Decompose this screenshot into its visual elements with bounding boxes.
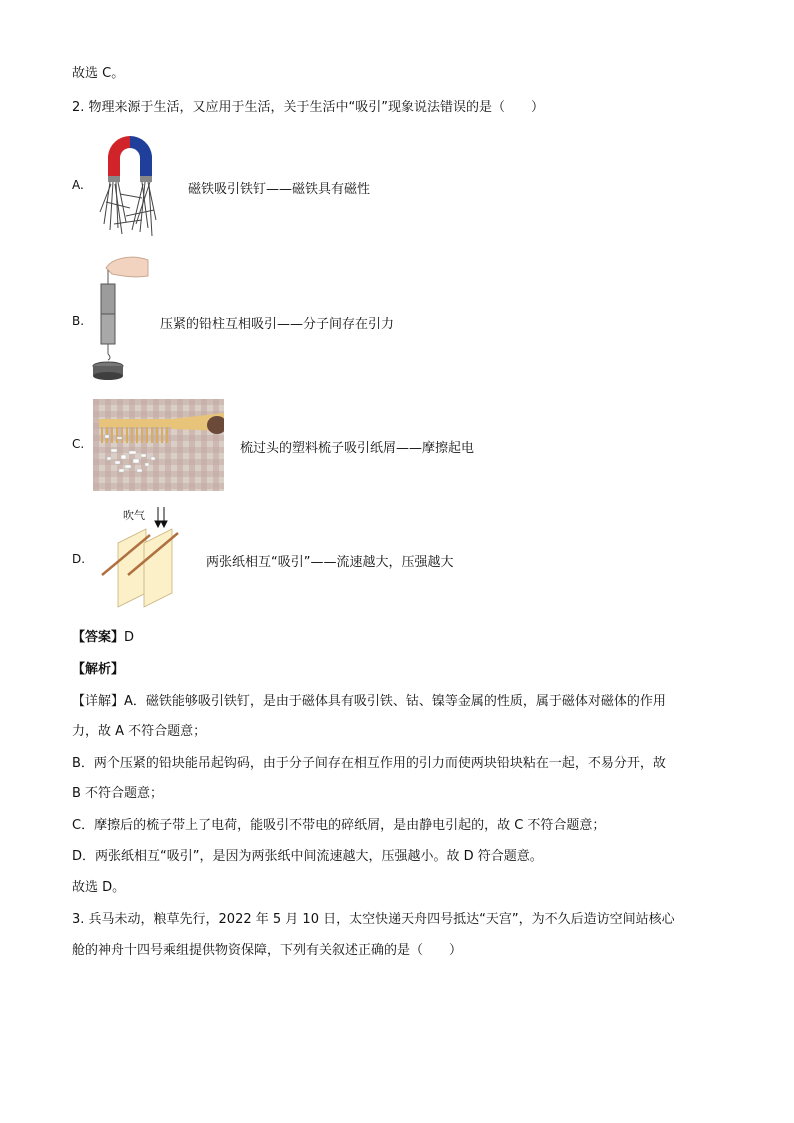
option-b-text: 压紧的铅柱互相吸引——分子间存在引力 [160,317,395,332]
option-c-letter: C. [72,437,85,451]
detail-line: B．两个压紧的铅块能吊起钩码，由于分子间存在相互作用的引力而使两块铅块粘在一起，不易分开，故 [72,756,666,771]
prev-conclusion: 故选 C。 [72,66,125,81]
option-b-letter: B. [72,314,85,328]
blow-air-label: 吹气 [123,509,145,522]
answer-value: D [124,630,135,645]
answer-line [72,628,134,648]
q3-stem-line: 舱的神舟十四号乘组提供物资保障，下列有关叙述正确的是（ ） [72,943,463,958]
option-a-text: 磁铁吸引铁钉——磁铁具有磁性 [188,182,371,197]
detail-line: 力，故 A 不符合题意； [72,724,207,739]
option-d-letter: D. [72,552,86,566]
q3-stem-line: 3. 兵马未动，粮草先行，2022 年 5 月 10 日，太空快递天舟四号抵达“天宫”，为不久后造访空间站核心 [72,912,675,927]
option-a-letter: A. [72,178,84,192]
detail-line: C．摩擦后的梳子带上了电荷，能吸引不带电的碎纸屑，是由静电引起的，故 C 不符合题意； [72,818,606,833]
analysis-label: 【解析】 [72,662,125,677]
magnet-icon [96,132,164,240]
paper-sheets-icon [98,505,190,613]
option-c-text: 梳过头的塑料梳子吸引纸屑——摩擦起电 [240,441,475,456]
comb-photo [93,399,224,491]
answer-label: 【答案】 [72,630,125,645]
option-d-text: 两张纸相互“吸引”——流速越大，压强越大 [206,555,454,570]
q2-stem: 2. 物理来源于生活，又应用于生活，关于生活中“吸引”现象说法错误的是（ ） [72,100,545,115]
detail-line: 【详解】A．磁铁能够吸引铁钉，是由于磁体具有吸引铁、钴、镍等金属的性质，属于磁体对磁体的作用 [72,694,666,709]
detail-line: B 不符合题意； [72,786,164,801]
detail-line: D．两张纸相互“吸引”，是因为两张纸中间流速越大，压强越小。故 D 符合题意。 [72,849,543,864]
lead-cylinder-icon [88,254,152,386]
q2-conclusion: 故选 D。 [72,880,126,895]
